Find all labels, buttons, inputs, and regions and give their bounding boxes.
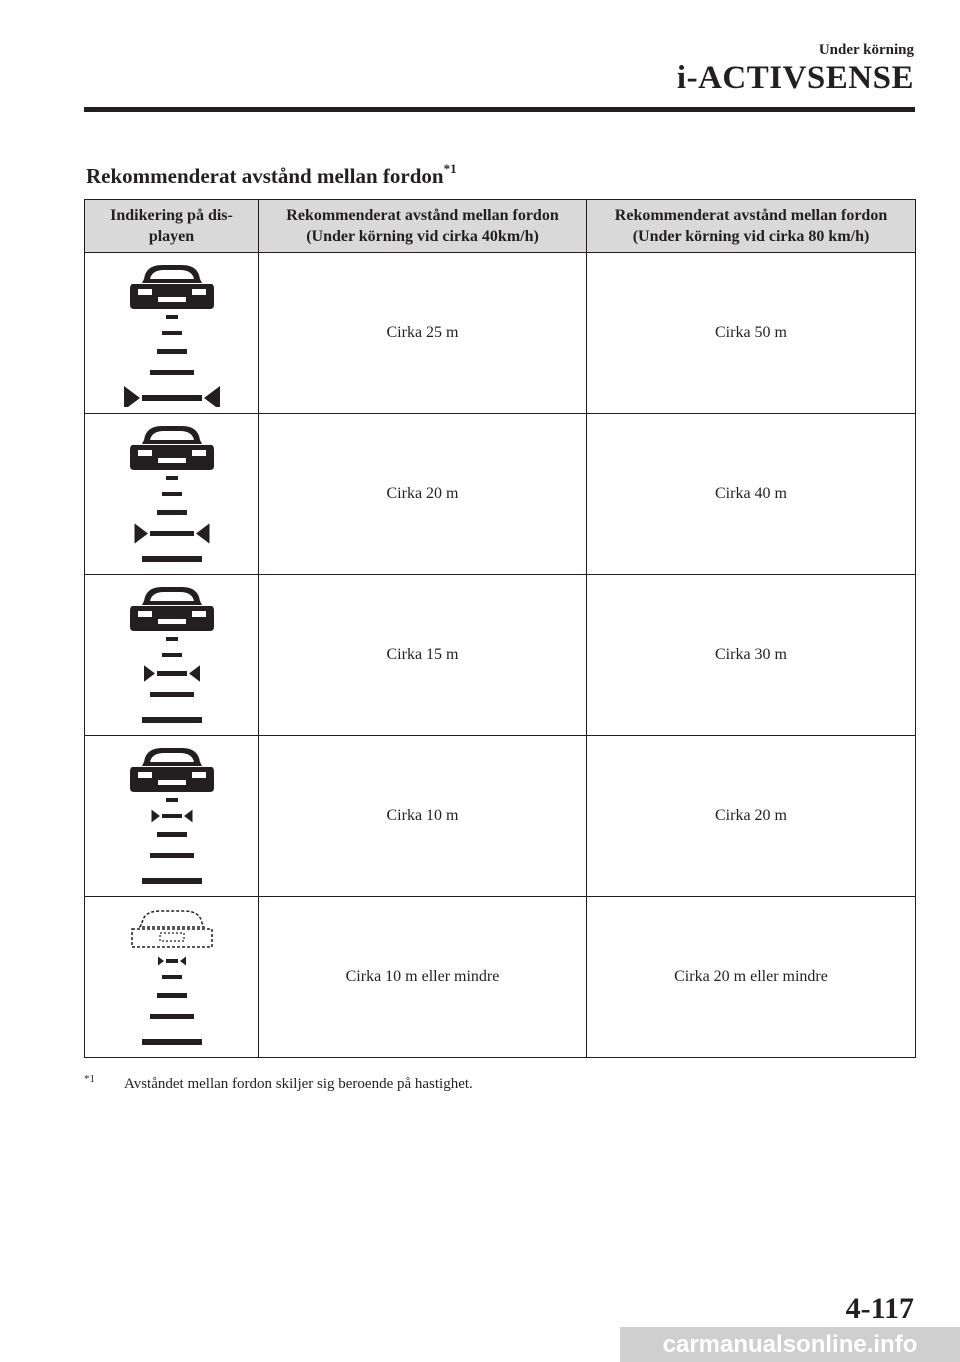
distance-40kmh-cell: Cirka 10 m eller mindre (259, 897, 587, 1058)
page-number: 4-117 (845, 1292, 914, 1325)
distance-bar (162, 331, 182, 335)
watermark: carmanualsonline.info (620, 1327, 960, 1362)
marker-left-arrow (196, 523, 210, 543)
car-icon (130, 426, 214, 470)
distance-level-4-icon (102, 420, 242, 568)
marker-right-arrow (134, 523, 148, 543)
distance-bar (142, 878, 202, 884)
footnote-text: Avståndet mellan fordon skiljer sig beroende på hastighet. (124, 1076, 473, 1092)
distance-40kmh-cell: Cirka 10 m (259, 736, 587, 897)
footnote-mark-text: *1 (84, 1073, 95, 1085)
distance-80kmh-cell: Cirka 30 m (587, 575, 916, 736)
marker-left-arrow (184, 810, 193, 823)
section-heading-footnote-ref: *1 (443, 161, 457, 176)
table-row (85, 575, 916, 736)
car-icon (130, 265, 214, 309)
dashed-car-icon (132, 911, 212, 947)
distance-level-5-icon (102, 259, 242, 407)
car-icon (130, 587, 214, 631)
display-indicator-cell (85, 897, 259, 1058)
distance-bar (142, 717, 202, 723)
distance-level-3-icon (102, 581, 242, 729)
marker-right-arrow (158, 957, 164, 966)
display-indicator-cell (85, 414, 259, 575)
distance-bar (150, 370, 194, 375)
table-header-row (85, 200, 916, 253)
header-divider (84, 107, 915, 112)
marker-right-arrow (124, 386, 140, 407)
distance-bar (150, 853, 194, 858)
distance-bar (157, 510, 187, 515)
distance-80kmh-cell: Cirka 50 m (587, 253, 916, 414)
distance-40kmh-cell: Cirka 15 m (259, 575, 587, 736)
distance-80kmh-cell: Cirka 40 m (587, 414, 916, 575)
distance-bar (166, 476, 178, 480)
distance-bar (142, 395, 202, 401)
distance-level-2-icon (102, 742, 242, 890)
distance-bar (166, 315, 178, 319)
page-header-title: i-ACTIVSENSE (676, 60, 914, 96)
distance-bar (157, 671, 187, 676)
chapter-label: Under körning (818, 42, 914, 58)
distance-bar (166, 959, 178, 963)
distance-40kmh-cell: Cirka 20 m (259, 414, 587, 575)
display-indicator-cell (85, 575, 259, 736)
marker-left-arrow (180, 957, 186, 966)
distance-bar (162, 653, 182, 657)
marker-right-arrow (151, 810, 160, 823)
distance-bar (142, 1039, 202, 1045)
distance-bar (157, 832, 187, 837)
distance-bar (166, 798, 178, 802)
section-heading (86, 163, 457, 189)
marker-left-arrow (189, 665, 200, 682)
distance-80kmh-cell: Cirka 20 m eller mindre (587, 897, 916, 1058)
distance-bar (157, 349, 187, 354)
distance-bar (166, 637, 178, 641)
table-row (85, 414, 916, 575)
table-row (85, 897, 916, 1058)
footnote-mark (84, 1073, 124, 1093)
distance-table (84, 199, 916, 1058)
distance-bar (142, 556, 202, 562)
footnote (84, 1073, 473, 1093)
column-header-80kmh: Rekommenderat avstånd mellan fordon (Under körning vid cirka 80 km/h) (587, 200, 916, 253)
distance-level-1-dashed-car-icon (102, 903, 242, 1051)
display-indicator-cell (85, 253, 259, 414)
marker-right-arrow (144, 665, 155, 682)
distance-bar (162, 814, 182, 818)
table-row (85, 253, 916, 414)
distance-bar (162, 975, 182, 979)
distance-bar (150, 531, 194, 536)
distance-bar (162, 492, 182, 496)
table-row (85, 736, 916, 897)
marker-left-arrow (204, 386, 220, 407)
distance-bar (150, 1014, 194, 1019)
distance-80kmh-cell: Cirka 20 m (587, 736, 916, 897)
column-header-display: Indikering på dis- playen (85, 200, 259, 253)
distance-40kmh-cell: Cirka 25 m (259, 253, 587, 414)
car-icon (130, 748, 214, 792)
display-indicator-cell (85, 736, 259, 897)
column-header-40kmh: Rekommenderat avstånd mellan fordon (Under körning vid cirka 40km/h) (259, 200, 587, 253)
section-heading-text: Rekommenderat avstånd mellan fordon (86, 164, 444, 188)
distance-bar (150, 692, 194, 697)
distance-bar (157, 993, 187, 998)
